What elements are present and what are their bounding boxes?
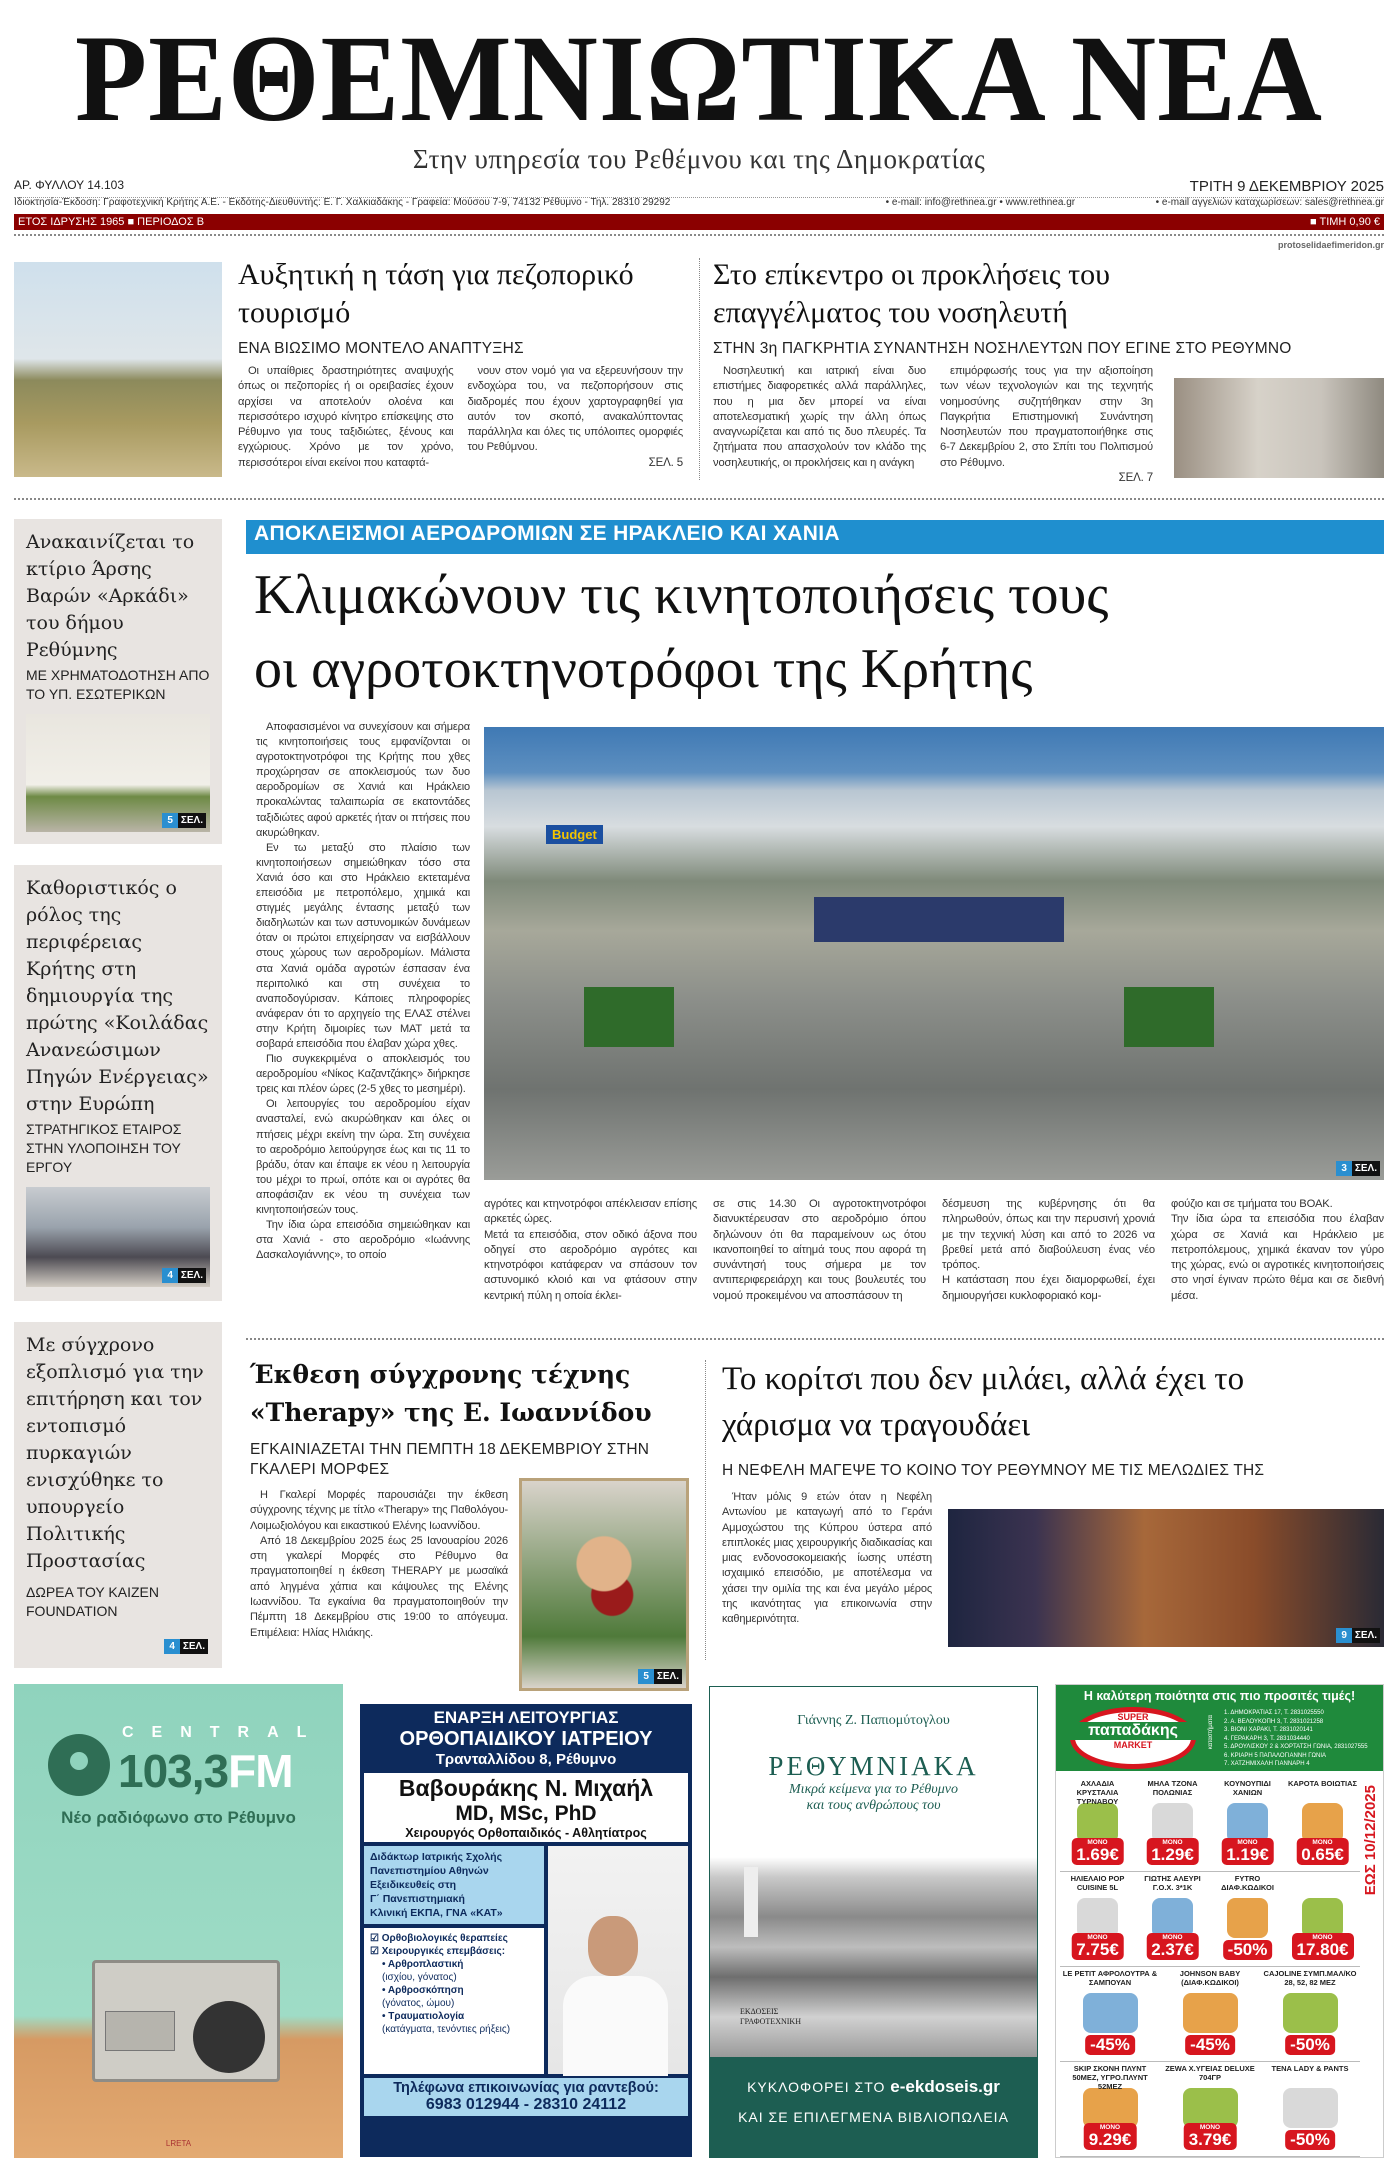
body-col: δέσμευση της κυβέρνησης ότι θα πληρωθούν, όπως και την περυσινή χρονιά με την τεχνική λύση και από το 2026 να βρεθεί μετά από διαβούλευση ένας νέο τρόπος. Η κατάσταση που έχει διαμορφωθεί, έχει δημιουργήσει κυκλοφοριακό κομ- [942, 1198, 1155, 1302]
product-item[interactable] [1160, 1967, 1260, 2061]
paragraph: Εν τω μεταξύ στο πλαίσιο των κινητοποιήσεων σημειώθηκαν τόσο στα Χανιά όσο και στο Ηράκλειο εκτεταμένα επεισόδια με πετροπόλεμο, χημικά και στιγμές μεγάλης έντασης μεταξύ των διαδηλωτών και των αστυνομικών δυνάμεων όταν οι πρώτοι επιχείρησαν να εισβάλλουν στους χώρους των αεροδρομίων. Μάλιστα στα Χανιά ομάδα αγροτών έσπασαν ένα περιπολικό και στη συνέχεια το αναποδογύρισαν. Κάποιες πληροφορίες ανάφεραν ότι το αρχηγείο της ΕΛΑΣ στέλνει στην Κρήτη διμοιρίες των ΜΑΤ μετά τα σοβαρά επεισόδια που έλαβαν χώρα χθες. [256, 841, 470, 1050]
price-tag [1185, 2035, 1235, 2055]
divider [246, 1338, 1384, 1340]
product-price: 1.69€ [1076, 1845, 1119, 1864]
product-price: 7.75€ [1076, 1940, 1119, 1959]
book-subtitle: Μικρά κείμενα για το Ρέθυμνο [789, 1782, 958, 1797]
product-name: ΗΛΙΕΛΑΙΟ POP CUISINE 5L [1070, 1874, 1125, 1892]
product-image [1152, 1803, 1193, 1843]
product-item[interactable] [1260, 2062, 1360, 2156]
kicker: ΕΓΚΑΙΝΙΑΖΕΤΑΙ ΤΗΝ ΠΕΜΠΤΗ 18 ΔΕΚΕΜΒΡΙΟΥ ΣΤΗΝ ΓΚΑΛΕΡΙ ΜΟΡΦΕΣ [250, 1441, 650, 1478]
kicker: ΣΤΡΑΤΗΓΙΚΟΣ ΕΤΑΙΡΟΣ ΣΤΗΝ ΥΛΟΠΟΙΗΣΗ ΤΟΥ ΕΡΓΟΥ [26, 1121, 182, 1175]
tractor [1124, 987, 1214, 1047]
hikers-photo [14, 262, 222, 477]
book-author: Γιάννης Ζ. Παπιομύτογλου [797, 1713, 950, 1728]
price-only-label: ΜΟΝΟ [1162, 1934, 1183, 1941]
price-tag [1292, 1933, 1354, 1960]
procedure: Αρθροσκόπηση [387, 1985, 464, 1996]
procedure: Τραυματιολογία [388, 2011, 465, 2022]
product-item[interactable] [1060, 1967, 1160, 2061]
page-number: 4 [162, 1268, 178, 1283]
price-only-label: ΜΟΝΟ [1199, 2124, 1221, 2131]
page-number: 5 [638, 1669, 654, 1684]
product-item[interactable] [1135, 1777, 1210, 1871]
price-only-label: ΜΟΝΟ [1312, 1839, 1333, 1846]
nurses-conference-photo [1174, 378, 1384, 478]
page-badge[interactable] [164, 1639, 208, 1654]
price-only-label: ΜΟΝΟ [1312, 1934, 1333, 1941]
body-col: σε στις 14.30 Οι αγροτοκτηνοτρόφοι διανυκτέρευσαν στο αεροδρόμιο όπου δηλώνουν ότι θα παραμείνουν ως ότου ικανοποιηθεί το αίτημά τους που αφορά τη συνάντησή τους σήμερα με τον αντιπεριφερειάρχη και τους βουλευτές του νομού προκειμένου να αποσπάσουν τη [713, 1198, 926, 1302]
farmers-blockade-photo [484, 727, 1384, 1180]
headline[interactable]: Στο επίκεντρο οι προκλήσεις του επαγγέλματος του νοσηλευτή [713, 258, 1111, 329]
story-hiking[interactable] [238, 256, 683, 471]
orthopedic-ad[interactable] [360, 1704, 692, 2157]
sidebar-story-fire[interactable] [14, 1322, 222, 1668]
sidebar-story-energy[interactable] [14, 865, 222, 1301]
headline[interactable]: Ανακαινίζεται το κτίριο Άρσης Βαρών «Αρκάδι» του δήμου Ρεθύμνης [26, 531, 195, 661]
phone-numbers[interactable]: 6983 012944 - 28310 24112 [425, 2096, 627, 2113]
availability-text: ΚΥΚΛΟΦΟΡΕΙ ΣΤΟ [747, 2079, 886, 2095]
paragraph: Ήταν μόλις 9 ετών όταν η Νεφέλη Αντωνίου με καταγωγή από το Γεράνι Αμμοχώστου της Κύπρου ύστερα από επιπλοκές μιας χειρουργικής διαδικασίας και μιας ενδονοσοκομειακής ίωσης υπέστη ισχαιμικό επεισόδιο, με αποτέλεσμα να χάσει την ομιλία της και ένα μεγάλο μέρος της ικανότητας για επικοινωνία στην καθημερινότητα. [722, 1491, 932, 1626]
product-name: JOHNSON BABY (ΔΙΑΦ.ΚΩΔΙΚΟΙ) [1179, 1969, 1241, 1987]
price-only-label: ΜΟΝΟ [1087, 1839, 1108, 1846]
product-price: -50% [1290, 2130, 1330, 2149]
availability-text: ΚΑΙ ΣΕ ΕΠΙΛΕΓΜΕΝΑ ΒΙΒΛΙΟΠΩΛΕΙΑ [738, 2109, 1009, 2125]
publisher-line [14, 197, 1384, 208]
logo-text: MARKET [1113, 1740, 1153, 1750]
harbor-photo [710, 1857, 1037, 2057]
page-number: 4 [164, 1639, 180, 1654]
product-row [1060, 1872, 1360, 1967]
price-only-label: ΜΟΝΟ [1162, 1839, 1183, 1846]
product-item[interactable] [1210, 1777, 1285, 1871]
product-image [1077, 1898, 1118, 1938]
logo-text: SUPER [1117, 1712, 1149, 1722]
store-address: 6. ΚΡΙΑΡΗ 5 ΠΑΠΑΛΟΓΙΑΝΝΗ ΓΩΝΙΑ [1224, 1752, 1326, 1759]
paragraph: Αποφασισμένοι να συνεχίσουν και σήμερα τις κινητοποιήσεις τους εμφανίζονται οι αγροτοκτηνοτρόφοι της Κρήτης που χθες προχώρησαν σε αποκλεισμούς των δυο αεροδρομίων σε Χανιά και Ηράκλειο προκαλώντας ταλαιπωρία σε εκατοντάδες ταξιδιώτες αφού αρκετές ήταν οι πτήσεις που ακυρώθηκαν. [256, 721, 470, 839]
product-image [1227, 1898, 1268, 1938]
procedure-detail: (ισχίου, γόνατος) [382, 1972, 457, 1983]
offer-validity: ΕΩΣ 10/12/2025 [1362, 1785, 1379, 1896]
therapy-mosaic-image [519, 1478, 689, 1691]
price-tag [1285, 2130, 1335, 2150]
price-tag [1296, 1838, 1349, 1865]
paragraph: Από 18 Δεκεμβρίου 2025 έως 25 Ιανουαρίου 2026 στη γκαλερί Μορφές στο Ρέθυμνο θα πραγματοποιηθεί η έκθεση THERAPY με μωσαϊκά από ληγμένα χάπια και κάψουλες της Ελένης Ιωαννίδου. Τα εγκαίνια θα πραγματοποιηθούν την Πέμπτη 18 Δεκεμβρίου στις 19:00 το απόγευμα. Επιμέλεια: Ηλίας Ηλιάκης. [250, 1534, 508, 1639]
book-ad[interactable] [709, 1686, 1038, 2158]
price-tag [1071, 1838, 1124, 1865]
product-name: SKIP ΣΚΟΝΗ ΠΛΥΝΤ 50ΜΕΖ, ΥΓΡΟ.ΠΛΥΝΤ 52ΜΕΖ [1072, 2064, 1148, 2091]
lead-continuation [484, 1197, 1384, 1304]
kicker: ΔΩΡΕΑ ΤΟΥ KAIZEN FOUNDATION [26, 1584, 159, 1619]
source-label: protoselidaefimeridon.gr [1277, 240, 1384, 250]
doctor-services: ☑ Ορθοβιολογικές θεραπείες ☑ Χειρουργικές επεμβάσεις: • Αρθροπλαστική (ισχίου, γόνατος) • Αρθροσκόπηση (γόνατος, ώμου) • Τραυματιολογία (κατάγματα, τενόντιες ρήξεις) [364, 1928, 544, 2074]
page-badge[interactable] [162, 1268, 206, 1283]
product-name: CAJOLINE ΣΥΜΠ.ΜΑΛ/ΚΟ 28, 52, 82 ΜΕΖ [1263, 1969, 1357, 1987]
body-col: επιμόρφωσής τους για την αξιοποίηση των νέων τεχνολογιών και της τεχνητής νοημοσύνης συζητήθηκαν στην 3η Παγκρήτια Επιστημονική Συνάντηση Νοσηλευτών που πραγματοποιήθηκε στις 6-7 Δεκεμβρίου 2, στο Σπίτι του Πολιτισμού στο Ρέθυμνο. [940, 365, 1153, 469]
kicker: ΣΤΗΝ 3η ΠΑΓΚΡΗΤΙΑ ΣΥΝΑΝΤΗΣΗ ΝΟΣΗΛΕΥΤΩΝ ΠΟΥ ΕΓΙΝΕ ΣΤΟ ΡΕΘΥΜΝΟ [713, 340, 1292, 357]
product-price: -50% [1290, 2035, 1330, 2054]
market-logo [1070, 1707, 1196, 1769]
procedure-detail: (κατάγματα, τενόντιες ρήξεις) [382, 2024, 511, 2035]
headline[interactable]: Αυξητική η τάση για πεζοπορικό τουρισμό [238, 258, 634, 329]
radio-ad[interactable] [14, 1684, 343, 2158]
headline-line: Κλιμακώνουν τις κινητοποιήσεις τους [254, 564, 1109, 626]
page-number: 3 [1336, 1161, 1352, 1176]
product-item[interactable] [1060, 1777, 1135, 1871]
page-label: ΣΕΛ. [654, 1669, 682, 1684]
product-price: 3.79€ [1188, 2130, 1232, 2149]
headline[interactable]: Καθοριστικός ο ρόλος της περιφέρειας Κρήτης στη δημιουργία της πρώτης «Κοιλάδας Ανανεώσιμων Πηγών Ενέργειας» στην Ευρώπη [26, 877, 209, 1115]
concert-photo [948, 1509, 1384, 1647]
phone-label: Τηλέφωνα επικοινωνίας για ραντεβού: [393, 2080, 659, 2096]
ads-email: • e-mail αγγελιών καταχωρίσεων: sales@rethnea.gr [1155, 197, 1384, 208]
product-image [1083, 2088, 1138, 2128]
product-price: 1.19€ [1226, 1845, 1269, 1864]
kicker: ΕΝΑ ΒΙΩΣΙΜΟ ΜΟΝΤΕΛΟ ΑΝΑΠΤΥΞΗΣ [238, 340, 524, 357]
headline[interactable]: Το κορίτσι που δεν μιλάει, αλλά έχει το χάρισμα να τραγουδάει [722, 1361, 1245, 1443]
price-tag [1221, 1838, 1274, 1865]
checkbox-icon: ☑ [370, 1933, 382, 1944]
price-tag [1146, 1838, 1199, 1865]
supermarket-ad[interactable] [1055, 1684, 1384, 2158]
eshop-link[interactable]: e-ekdoseis.gr [890, 2077, 1000, 2096]
price-tag [1223, 1940, 1273, 1960]
lead-banner: ΑΠΟΚΛΕΙΣΜΟΙ ΑΕΡΟΔΡΟΜΙΩΝ ΣΕ ΗΡΑΚΛΕΙΟ ΚΑΙ ΧΑΝΙΑ [246, 520, 1384, 554]
product-name: ΜΗΛΑ ΤΖΟΝΑ ΠΟΛΩΝΙΑΣ [1147, 1779, 1198, 1797]
product-name: ΑΧΛΑΔΙΑ ΚΡΥΣΤΑΛΙΑ ΤΥΡΝΑΒΟΥ [1076, 1779, 1119, 1806]
store-address: 2. Α. ΒΕΛΟΥΚΟΠΗ 3, Τ. 2831021258 [1224, 1718, 1324, 1725]
radio-tagline: Νέο ραδιόφωνο στο Ρέθυμνο [61, 1808, 296, 1827]
paragraph: Η Γκαλερί Μορφές παρουσιάζει την έκθεση σύγχρονης τέχνης με τίτλο «Therapy» της Παθολόγου- Λοιμωξιολόγου και εικαστικού Ελένης Ιωαννίδου. [250, 1489, 508, 1532]
product-price: 1.29€ [1151, 1845, 1194, 1864]
product-price: -45% [1090, 2035, 1130, 2054]
price-tag [1184, 2123, 1237, 2150]
doctor-bio [364, 1846, 544, 1924]
founded-text: ΕΤΟΣ ΙΔΡΥΣΗΣ 1965 ■ ΠΕΡΙΟΔΟΣ Β [18, 216, 205, 228]
price-only-label: ΜΟΝΟ [1237, 1839, 1258, 1846]
product-name: ΚΟΥΝΟΥΠΙΔΙ ΧΑΝΙΩΝ [1224, 1779, 1271, 1797]
product-item[interactable] [1285, 1777, 1360, 1871]
product-name: ZEWA Χ.ΥΓΕΙΑΣ DELUXE 704ΓΡ [1165, 2064, 1255, 2082]
radio-brand: CENTRAL [122, 1724, 325, 1741]
paragraph: Την ίδια ώρα επεισόδια σημειώθηκαν και στα Χανιά - στο αεροδρόμιο «Ιωάννης Δασκαλογιάννης», το οποίο [256, 1219, 470, 1262]
publisher-info: Ιδιοκτησία-Έκδοση: Γραφοτεχνική Κρήτης Α.Ε. - Εκδότης-Διευθυντής: Ε. Γ. Χαλκιαδάκης - Γραφεία: Μούσου 7-9, 74132 Ρέθυμνο - Τηλ. 28310 29292 [14, 197, 671, 208]
conference-photo [26, 1187, 210, 1287]
page-badge[interactable] [1336, 1161, 1380, 1176]
service: Ορθοβιολογικές θεραπείες [381, 1933, 508, 1944]
product-image [1183, 1993, 1238, 2033]
paragraph: Οι λειτουργίες του αεροδρομίου είχαν ανασταλεί, ενώ ακυρώθηκαν και όλες οι πτήσεις μέχρι εκείνη την ώρα. Στη συνέχεια το αεροδρόμιο λειτούργησε έως και τις 11 το βράδυ, όταν και έπαψε εκ νέου η λειτουργία του μέχρι το πρωί, οπότε και οι αγρότες θα αποφάσιζαν εκ νέου τη συνέχεια των κινητοποιήσεών τους. [256, 1098, 470, 1216]
kicker: ΜΕ ΧΡΗΜΑΤΟΔΟΤΗΣΗ ΑΠΟ ΤΟ ΥΠ. ΕΣΩΤΕΡΙΚΩΝ [26, 667, 210, 702]
store-address: 7. ΧΑΤΖΗΜΙΧΑΛΗ ΓΙΑΝΝΑΡΗ 4 [1224, 1761, 1310, 1767]
ad-heading: ΟΡΘΟΠΑΙΔΙΚΟΥ ΙΑΤΡΕΙΟΥ [399, 1728, 653, 1750]
cassette-radio-image [92, 1960, 280, 2082]
product-grid [1060, 1777, 1360, 2157]
price-text: ■ ΤΙΜΗ 0,90 € [1309, 216, 1380, 228]
radio-fm: FM [228, 1745, 293, 1797]
issue-line [14, 178, 1384, 198]
service: Χειρουργικές επεμβάσεις: [381, 1946, 506, 1957]
bio-line: Εξειδικευθείς στη [370, 1879, 457, 1891]
paragraph: Πιο συγκεκριμένα ο αποκλεισμός του αεροδρομίου «Νίκος Καζαντζάκης» διήρκησε τρεις και πλέον ώρες (2-5 χθες το μεσημέρι). [256, 1053, 470, 1096]
product-image [1283, 2088, 1338, 2128]
masthead-title: ΡΕΘΕΜΝΙΩΤΙΚΑ ΝΕΑ [74, 9, 1324, 148]
kicker: Η ΝΕΦΕΛΗ ΜΑΓΕΨΕ ΤΟ ΚΟΙΝΟ ΤΟΥ ΡΕΘΥΜΝΟΥ ΜΕ ΤΙΣ ΜΕΛΩΔΙΕΣ ΤΗΣ [722, 1462, 1265, 1479]
lead-headline[interactable] [254, 558, 1384, 706]
divider [14, 498, 1384, 500]
bio-line: Κλινική ΕΚΠΑ, ΓΝΑ «ΚΑΤ» [370, 1907, 503, 1919]
product-name: ΚΑΡΟΤΑ ΒΟΙΩΤΙΑΣ [1287, 1779, 1358, 1788]
issue-number: ΑΡ. ΦΥΛΛΟΥ 14.103 [14, 178, 124, 192]
book-subtitle: και τους ανθρώπους του [806, 1798, 941, 1813]
product-price: 0.65€ [1301, 1845, 1344, 1864]
product-price: -50% [1227, 1940, 1268, 1959]
budget-sign: Budget [546, 825, 603, 844]
procedure-detail: (γόνατος, ώμου) [382, 1998, 455, 2009]
radio-logo-icon [48, 1734, 110, 1796]
product-price: 17.80€ [1296, 1940, 1349, 1959]
product-name [1285, 1874, 1360, 1894]
product-price: 2.37€ [1151, 1940, 1194, 1959]
product-image [1077, 1803, 1118, 1843]
book-title: ΡΕΘΥΜΝΙΑΚΑ [768, 1751, 979, 1781]
page-ref[interactable]: ΣΕΛ. 7 [1118, 472, 1153, 485]
product-item[interactable] [1260, 1967, 1360, 2061]
product-price: -45% [1190, 2035, 1230, 2054]
product-name: FYTRO ΔΙΑΦ.ΚΩΔΙΚΟΙ [1221, 1874, 1274, 1892]
ad-credit: LRETA [165, 2139, 192, 2148]
store-address: 5. ΔΡΟΥΛΙΣΚΟΥ 2 & ΧΟΡΤΑΤΣΗ ΓΩΝΙΑ, 2831027555 [1224, 1744, 1368, 1750]
price-only-label: ΜΟΝΟ [1087, 1934, 1108, 1941]
store-address: 4. ΓΕΡΑΚΑΡΗ 3, Τ. 2831034440 [1224, 1735, 1310, 1742]
sidebar-story-arkadi[interactable] [14, 519, 222, 844]
ad-heading: ΕΝΑΡΞΗ ΛΕΙΤΟΥΡΓΙΑΣ [433, 1708, 619, 1727]
building-photo [26, 714, 210, 832]
publisher-logo-text: ΓΡΑΦΟΤΕΧΝΙΚΗ [740, 2017, 801, 2026]
page-label: ΣΕΛ. [178, 1268, 206, 1283]
product-image [1083, 1993, 1138, 2033]
product-item[interactable] [1135, 1872, 1210, 1966]
divider [699, 258, 700, 480]
checkbox-icon: ☑ [370, 1946, 382, 1957]
logo-text: παπαδάκης [1063, 1722, 1203, 1740]
radio-frequency: 103,3 [118, 1745, 229, 1797]
headline[interactable]: Έκθεση σύγχρονης τέχνης «Therapy» της Ε. Ιωαννίδου [250, 1360, 652, 1427]
page-label: ΣΕΛ. [178, 813, 206, 828]
page-number: 9 [1336, 1628, 1352, 1643]
page-number: 5 [162, 813, 178, 828]
lead-body [256, 720, 470, 1310]
contact-email: • e-mail: info@rethnea.gr • www.rethnea.gr [885, 197, 1076, 208]
product-item[interactable] [1060, 1872, 1135, 1966]
product-price: 9.29€ [1088, 2130, 1132, 2149]
product-item[interactable] [1160, 2062, 1260, 2156]
product-row [1060, 2062, 1360, 2157]
product-image [1227, 1803, 1268, 1843]
price-tag [1071, 1933, 1124, 1960]
price-tag [1085, 2035, 1135, 2055]
doctor-degrees: MD, MSc, PhD [455, 1802, 597, 1825]
product-image [1302, 1898, 1343, 1938]
page-label: ΣΕΛ. [180, 1639, 208, 1654]
tractor [584, 987, 674, 1047]
product-image [1283, 1993, 1338, 2033]
price-tag [1285, 2035, 1335, 2055]
doctor-role: Χειρουργός Ορθοπαιδικός - Αθλητίατρος [405, 1826, 647, 1840]
bio-line: Πανεπιστημίου Αθηνών [370, 1865, 489, 1877]
product-image [1183, 2088, 1238, 2128]
procedure: Αρθροπλαστική [387, 1959, 464, 1970]
bio-line: Γ΄ Πανεπιστημιακή [370, 1893, 465, 1905]
doctor-photo [548, 1846, 688, 2074]
body-col: Οι υπαίθριες δραστηριότητες αναψυχής όπως οι πεζοπορίες ή οι ορειβασίες έχουν αρχίσει να αποτελούν ολοένα και περισσότερο ισχυρό κίνητρο επίσκεψης στο Ρέθυμνο για τους ταξιδιώτες, ξένους και εγχώριους. Χρόνο με τον χρόνο, περισσότεροι είναι εκείνοι που καταφτά- [238, 365, 454, 469]
product-row [1060, 1967, 1360, 2062]
bio-line: Διδάκτωρ Ιατρικής Σχολής [370, 1851, 503, 1863]
doctor-name: Βαβουράκης Ν. Μιχαήλ [398, 1775, 654, 1801]
headline[interactable]: Με σύγχρονο εξοπλισμό για την επιτήρηση και τον εντοπισμό πυρκαγιών ενισχύθηκε το υπουργείο Πολιτικής Προστασίας [26, 1334, 204, 1572]
product-item[interactable] [1285, 1872, 1360, 1966]
product-row [1060, 1777, 1360, 1872]
divider [14, 234, 1384, 236]
masthead-slogan: Στην υπηρεσία του Ρεθέμνου και της Δημοκρατίας [412, 144, 986, 174]
product-name: LE PETIT ΑΦΡΟΛΟΥΤΡΑ & ΣΑΜΠΟΥΑΝ [1062, 1969, 1158, 1987]
body-col: νουν στον νομό για να εξερευνήσουν την ενδοχώρα του, να πεζοπορήσουν στις διαδρομές που έχουν χαρτογραφηθεί για αυτόν τον σκοπό, ανακαλύπτοντας παράλληλα και όλες τις υπόλοιπες ομορφιές του Ρεθύμνου. [467, 365, 683, 454]
store-address: 3. ΒΙΟΝΙ ΧΑΡΑΚΙ, Τ. 2831020141 [1224, 1727, 1313, 1733]
page-label: ΣΕΛ. [1352, 1628, 1380, 1643]
page-badge[interactable] [1336, 1628, 1380, 1643]
doctor-address: Τρανταλλίδου 8, Ρέθυμνο [435, 1751, 617, 1768]
product-name: TENA LADY & PANTS [1271, 2064, 1349, 2073]
product-name: ΓΙΩΤΗΣ ΑΛΕΥΡΙ Γ.Ο.Χ. 3*1Κ [1144, 1874, 1201, 1892]
store-address: 1. ΔΗΜΟΚΡΑΤΙΑΣ 17, Τ. 2831025550 [1224, 1710, 1324, 1716]
page-badge[interactable] [638, 1669, 682, 1684]
body-col: αγρότες και κτηνοτρόφοι απέκλεισαν επίσης αρκετές ώρες. Μετά τα επεισόδια, στον οδικό άξονα που οδηγεί στο αεροδρόμιο αγρότες και κτηνοτρόφοι κατάφεραν να σπάσουν τον αστυνομικό κλοιό και να φτάσουν στην κεντρική πύλη η οποία έκλει- [484, 1198, 697, 1302]
body-col: Νοσηλευτική και ιατρική είναι δυο επιστήμες διαφορετικές αλλά παράλληλες, που η μια δεν μπορεί να είναι αποτελεσματική χωρίς την άλλη όπως αναγνωρίζεται και από τις δυο πλευρές. Τα ζητήματα που απασχολούν τον κλάδο της νοσηλευτικής, οι προκλήσεις και η ανάγκη [713, 365, 926, 469]
price-only-label: ΜΟΝΟ [1099, 2124, 1121, 2131]
product-image [1302, 1803, 1343, 1843]
page-ref[interactable]: ΣΕΛ. 5 [648, 456, 683, 469]
issue-date: ΤΡΙΤΗ 9 ΔΕΚΕΜΒΡΙΟΥ 2025 [1189, 178, 1384, 195]
market-slogan: Η καλύτερη ποιότητα στις πιο προσιτές τιμές! [1083, 1689, 1356, 1703]
product-image [1152, 1898, 1193, 1938]
product-item[interactable] [1060, 2062, 1160, 2156]
police-bus [814, 897, 1064, 942]
divider [705, 1360, 706, 1660]
price-tag [1084, 2123, 1137, 2150]
body-col: φούζιο και σε τμήματα του ΒΟΑΚ. Την ίδια ώρα τα επεισόδια που έλαβαν χώρα σε Χανιά και Ηράκλειο με πετροπόλεμους, χημικά έκαναν τον γύρο της χώρας, ενώ οι αγροτικές κινητοποιήσεις στο νησί έγιναν πρώτο θέμα και σε διεθνή μέσα. [1171, 1198, 1384, 1302]
page-label: ΣΕΛ. [1352, 1161, 1380, 1176]
stores-label: καταστήματα [1208, 1715, 1214, 1750]
price-tag [1146, 1933, 1199, 1960]
page-badge[interactable] [162, 813, 206, 828]
founded-bar [14, 214, 1384, 230]
product-item[interactable] [1210, 1872, 1285, 1966]
headline-line: οι αγροτοκτηνοτρόφοι της Κρήτης [254, 638, 1033, 700]
publisher-logo-text: ΕΚΔΟΣΕΙΣ [740, 2007, 779, 2016]
